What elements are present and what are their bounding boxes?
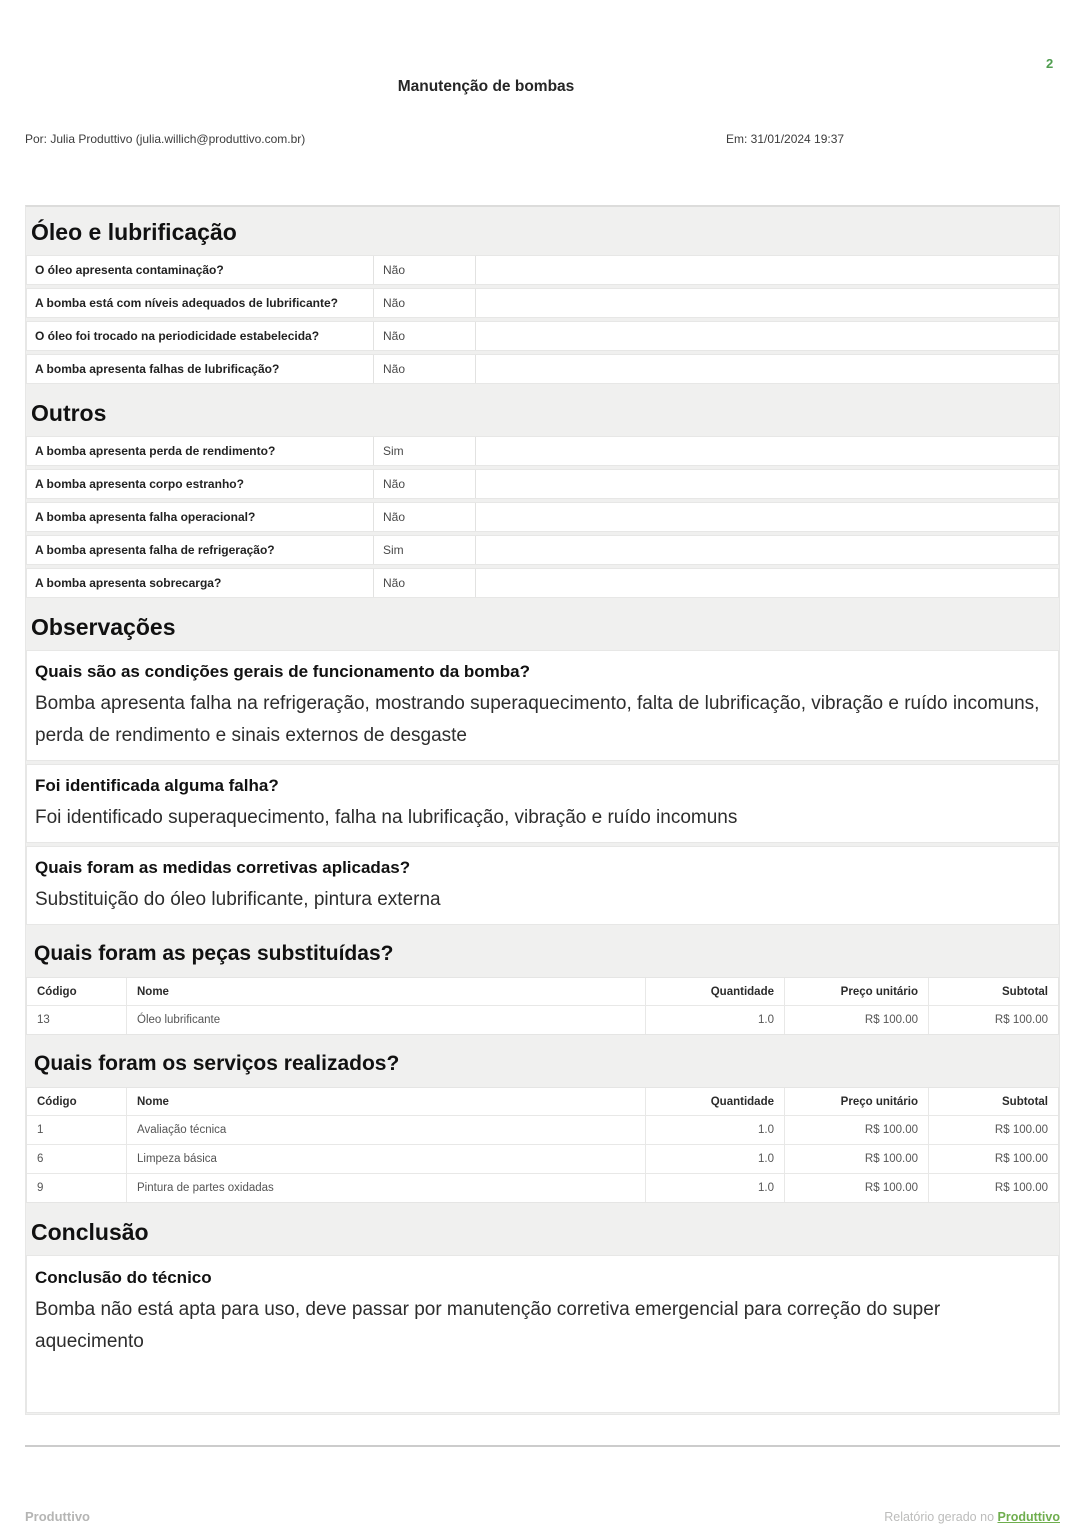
observations-list xyxy=(26,650,1059,925)
cell-subtotal: R$ 100.00 xyxy=(994,1182,1048,1194)
question-label: A bomba apresenta falha de refrigeração? xyxy=(35,543,275,557)
cell-name: Pintura de partes oxidadas xyxy=(127,1174,646,1202)
table-header-row xyxy=(27,978,1058,1005)
row-spacer xyxy=(476,437,1058,465)
cell-name: Limpeza básica xyxy=(127,1145,646,1173)
section-conclusion-title: Conclusão xyxy=(31,1219,149,1245)
report-container xyxy=(25,205,1060,1415)
checklist-row xyxy=(26,436,1059,466)
row-spacer xyxy=(476,569,1058,597)
header-name: Nome xyxy=(127,1088,646,1115)
conclusion-text: Bomba não está apta para uso, deve passar por manutenção corretiva emergencial para correção do super aquecimento xyxy=(35,1299,941,1352)
section-others-rows xyxy=(26,436,1059,598)
footer-divider xyxy=(25,1445,1060,1447)
cell-name: Óleo lubrificante xyxy=(127,1006,646,1034)
page-footer xyxy=(25,1509,1060,1524)
answer-value: Não xyxy=(373,322,476,350)
question-label: A bomba apresenta corpo estranho? xyxy=(35,477,244,491)
row-spacer xyxy=(476,256,1058,284)
section-oil-header xyxy=(26,207,1059,255)
row-spacer xyxy=(476,355,1058,383)
row-spacer xyxy=(476,503,1058,531)
cell-code: 9 xyxy=(27,1174,127,1202)
footer-generated-text xyxy=(884,1510,1060,1524)
observation-question: Quais são as condições gerais de funcionamento da bomba? xyxy=(35,662,531,681)
section-conclusion-header xyxy=(26,1207,1059,1255)
cell-subtotal: R$ 100.00 xyxy=(994,1153,1048,1165)
section-oil-rows xyxy=(26,255,1059,384)
answer-value: Não xyxy=(373,256,476,284)
observation-answer: Substituição do óleo lubrificante, pintura externa xyxy=(35,889,441,910)
header-qty: Quantidade xyxy=(646,978,785,1005)
answer-value: Não xyxy=(373,470,476,498)
section-others-header xyxy=(26,388,1059,436)
conclusion-card xyxy=(26,1255,1059,1413)
table-row xyxy=(27,1115,1058,1144)
observation-question: Foi identificada alguma falha? xyxy=(35,776,279,795)
cell-unit-price: R$ 100.00 xyxy=(785,1006,929,1034)
cell-qty: 1.0 xyxy=(646,1145,785,1173)
checklist-row xyxy=(26,354,1059,384)
checklist-row xyxy=(26,255,1059,285)
answer-value: Não xyxy=(373,355,476,383)
observation-question: Quais foram as medidas corretivas aplicadas? xyxy=(35,858,411,877)
table-header-row xyxy=(27,1088,1058,1115)
cell-code: 1 xyxy=(27,1116,127,1144)
observation-answer: Bomba apresenta falha na refrigeração, mostrando superaquecimento, falta de lubrificação, vibração e ruído incomuns, perda de rendimento e sinais externos de desgaste xyxy=(35,693,1040,746)
page-number: 2 xyxy=(1046,56,1054,71)
row-spacer xyxy=(476,470,1058,498)
header-name: Nome xyxy=(127,978,646,1005)
cell-qty: 1.0 xyxy=(646,1116,785,1144)
conclusion-subtitle: Conclusão do técnico xyxy=(35,1268,212,1287)
answer-value: Sim xyxy=(373,437,476,465)
footer-generated-prefix: Relatório gerado no xyxy=(884,1510,998,1524)
section-oil-title: Óleo e lubrificação xyxy=(31,219,237,245)
header-qty: Quantidade xyxy=(646,1088,785,1115)
cell-subtotal: R$ 100.00 xyxy=(994,1124,1048,1136)
cell-code: 6 xyxy=(27,1145,127,1173)
answer-value: Não xyxy=(373,569,476,597)
observation-item xyxy=(26,846,1059,925)
header-code: Código xyxy=(27,978,127,1005)
checklist-row xyxy=(26,469,1059,499)
cell-unit-price: R$ 100.00 xyxy=(785,1145,929,1173)
observation-item xyxy=(26,764,1059,843)
checklist-row xyxy=(26,321,1059,351)
parts-table xyxy=(26,977,1059,1035)
header-subtotal: Subtotal xyxy=(1002,985,1048,998)
header-code: Código xyxy=(27,1088,127,1115)
question-label: A bomba apresenta falha operacional? xyxy=(35,510,256,524)
question-label: A bomba apresenta perda de rendimento? xyxy=(35,444,276,458)
section-others-title: Outros xyxy=(31,400,107,426)
cell-name: Avaliação técnica xyxy=(127,1116,646,1144)
answer-value: Não xyxy=(373,503,476,531)
question-label: O óleo foi trocado na periodicidade estabelecida? xyxy=(35,329,320,343)
section-services-title: Quais foram os serviços realizados? xyxy=(34,1052,400,1075)
question-label: A bomba apresenta falhas de lubrificação? xyxy=(35,362,280,376)
table-row xyxy=(27,1144,1058,1173)
section-observations-header xyxy=(26,602,1059,650)
answer-value: Não xyxy=(373,289,476,317)
header-subtotal: Subtotal xyxy=(1002,1095,1048,1108)
byline xyxy=(25,132,1060,146)
section-services-header xyxy=(26,1039,1059,1087)
question-label: A bomba está com níveis adequados de lubrificante? xyxy=(35,296,338,310)
date-line: Em: 31/01/2024 19:37 xyxy=(726,132,845,146)
footer-brand: Produttivo xyxy=(25,1509,90,1524)
cell-qty: 1.0 xyxy=(646,1006,785,1034)
footer-produttivo-link[interactable]: Produttivo xyxy=(997,1510,1060,1524)
observation-answer: Foi identificado superaquecimento, falha na lubrificação, vibração e ruído incomuns xyxy=(35,807,738,828)
table-row xyxy=(27,1005,1058,1034)
question-label: A bomba apresenta sobrecarga? xyxy=(35,576,222,590)
answer-value: Sim xyxy=(373,536,476,564)
header-unit-price: Preço unitário xyxy=(785,978,929,1005)
cell-unit-price: R$ 100.00 xyxy=(785,1116,929,1144)
checklist-row xyxy=(26,288,1059,318)
cell-code: 13 xyxy=(27,1006,127,1034)
checklist-row xyxy=(26,502,1059,532)
checklist-row xyxy=(26,535,1059,565)
row-spacer xyxy=(476,289,1058,317)
section-observations-title: Observações xyxy=(31,614,176,640)
row-spacer xyxy=(476,536,1058,564)
cell-qty: 1.0 xyxy=(646,1174,785,1202)
question-label: O óleo apresenta contaminação? xyxy=(35,263,224,277)
checklist-row xyxy=(26,568,1059,598)
header-unit-price: Preço unitário xyxy=(785,1088,929,1115)
section-parts-header xyxy=(26,929,1059,977)
cell-subtotal: R$ 100.00 xyxy=(994,1014,1048,1026)
row-spacer xyxy=(476,322,1058,350)
cell-unit-price: R$ 100.00 xyxy=(785,1174,929,1202)
author-line: Por: Julia Produttivo (julia.willich@produttivo.com.br) xyxy=(25,132,306,146)
table-row xyxy=(27,1173,1058,1202)
section-parts-title: Quais foram as peças substituídas? xyxy=(34,942,394,965)
observation-item xyxy=(26,650,1059,761)
services-table xyxy=(26,1087,1059,1203)
page-title: Manutenção de bombas xyxy=(397,78,575,95)
